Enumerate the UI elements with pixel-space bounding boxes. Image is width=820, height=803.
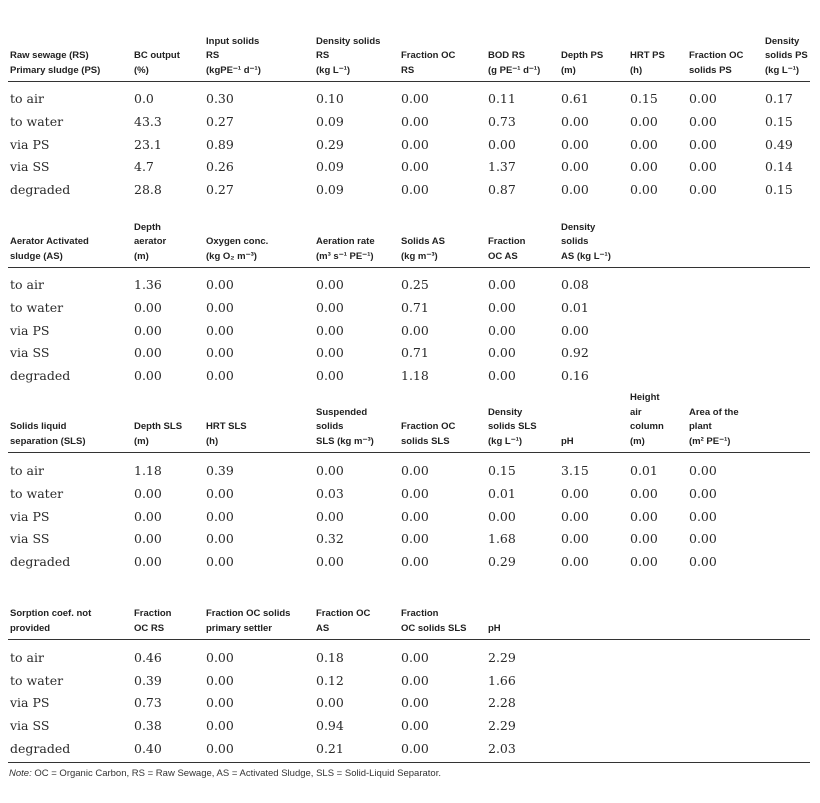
table-note bbox=[9, 768, 441, 779]
table-cell: 0.12 bbox=[316, 672, 344, 688]
table-cell: 0.39 bbox=[134, 672, 162, 688]
table-cell: 0.00 bbox=[401, 650, 429, 665]
table-cell: 0.00 bbox=[206, 695, 234, 711]
bottom-rule bbox=[8, 762, 810, 763]
table-cell: 0.00 bbox=[206, 718, 234, 734]
table-cell: 0.00 bbox=[316, 508, 344, 524]
column-header: Raw sewage (RS) Primary sludge (PS) bbox=[10, 50, 101, 76]
table-cell: 0.00 bbox=[561, 485, 589, 501]
table-cell: 0.01 bbox=[630, 463, 658, 478]
table-cell: 0.39 bbox=[206, 463, 234, 478]
row-label: degraded bbox=[10, 740, 71, 756]
table-cell: 0.71 bbox=[401, 345, 429, 361]
table-cell: 0.00 bbox=[401, 159, 429, 175]
row-label: degraded bbox=[10, 368, 71, 384]
table-cell: 0.00 bbox=[630, 485, 658, 501]
column-header: Depth PS (m) bbox=[561, 50, 604, 76]
column-header: Fraction OC RS bbox=[134, 608, 172, 634]
table-cell: 0.00 bbox=[689, 182, 717, 198]
table-cell: 0.14 bbox=[765, 159, 793, 175]
table-cell: 0.00 bbox=[134, 299, 162, 315]
table-cell: 0.71 bbox=[401, 299, 429, 315]
table-cell: 0.00 bbox=[561, 113, 589, 129]
column-header: Aerator Activated sludge (AS) bbox=[10, 236, 89, 262]
column-header: Suspended solids SLS (kg m⁻³) bbox=[316, 406, 374, 447]
table-cell: 0.32 bbox=[316, 531, 344, 547]
table-cell: 0.00 bbox=[401, 508, 429, 524]
table-cell: 0.00 bbox=[630, 159, 658, 175]
table-cell: 0.00 bbox=[689, 554, 717, 570]
table-cell: 0.00 bbox=[316, 695, 344, 711]
table-cell: 0.26 bbox=[206, 159, 234, 175]
column-header: Density solids AS (kg L⁻¹) bbox=[561, 221, 611, 262]
table-cell: 0.17 bbox=[765, 91, 793, 106]
column-header: Depth SLS (m) bbox=[134, 421, 183, 447]
table-cell: 0.00 bbox=[316, 345, 344, 361]
table-cell: 0.00 bbox=[206, 508, 234, 524]
table-cell: 0.00 bbox=[488, 508, 516, 524]
table-cell: 0.00 bbox=[689, 91, 717, 106]
table-cell: 4.7 bbox=[134, 159, 154, 175]
column-header: Solids liquid separation (SLS) bbox=[10, 421, 86, 447]
table-cell: 0.00 bbox=[561, 531, 589, 547]
table-cell: 0.00 bbox=[488, 277, 516, 292]
table-cell: 0.89 bbox=[206, 136, 234, 152]
table-cell: 0.46 bbox=[134, 650, 162, 665]
column-header: Density solids PS (kg L⁻¹) bbox=[765, 35, 808, 76]
column-header: Sorption coef. not provided bbox=[10, 608, 92, 634]
table-cell: 0.00 bbox=[401, 182, 429, 198]
column-header: BC output (%) bbox=[134, 50, 180, 76]
table-cell: 0.00 bbox=[561, 159, 589, 175]
table-cell: 0.09 bbox=[316, 182, 344, 198]
table-cell: 0.00 bbox=[689, 136, 717, 152]
table-cell: 0.00 bbox=[689, 531, 717, 547]
table-cell: 0.38 bbox=[134, 718, 162, 734]
table-cell: 0.29 bbox=[316, 136, 344, 152]
row-label: via PS bbox=[10, 136, 50, 152]
column-header: Input solids RS (kgPE⁻¹ d⁻¹) bbox=[206, 35, 261, 76]
column-header: Depth aerator (m) bbox=[134, 221, 167, 262]
table-cell: 23.1 bbox=[134, 136, 162, 152]
table-cell: 0.00 bbox=[630, 182, 658, 198]
table-cell: 0.00 bbox=[689, 508, 717, 524]
table-cell: 0.0 bbox=[134, 91, 154, 106]
table-cell: 0.18 bbox=[316, 650, 344, 665]
table-cell: 0.00 bbox=[134, 508, 162, 524]
column-header: pH bbox=[488, 622, 501, 634]
row-label: to water bbox=[10, 299, 64, 315]
header-rule bbox=[8, 81, 810, 82]
row-label: via PS bbox=[10, 322, 50, 338]
table-cell: 0.21 bbox=[316, 740, 344, 756]
table-cell: 0.00 bbox=[206, 672, 234, 688]
note-label: Note: bbox=[9, 768, 32, 779]
note-text: OC = Organic Carbon, RS = Raw Sewage, AS = Activated Sludge, SLS = Solid-Liquid Separator. bbox=[31, 768, 441, 779]
column-header: Density solids SLS (kg L⁻¹) bbox=[488, 406, 537, 447]
table-cell: 0.00 bbox=[401, 672, 429, 688]
table-cell: 0.08 bbox=[561, 277, 589, 292]
row-label: to air bbox=[10, 650, 44, 665]
column-header: HRT SLS (h) bbox=[206, 421, 247, 447]
table-cell: 0.00 bbox=[316, 277, 344, 292]
table-cell: 0.00 bbox=[134, 322, 162, 338]
header-rule bbox=[8, 267, 810, 268]
table-cell: 0.94 bbox=[316, 718, 344, 734]
table-cell: 0.11 bbox=[488, 91, 516, 106]
table-cell: 0.16 bbox=[561, 368, 589, 384]
row-label: to water bbox=[10, 485, 64, 501]
column-header: Fraction OC AS bbox=[316, 608, 371, 634]
table-cell: 0.00 bbox=[316, 554, 344, 570]
table-cell: 1.68 bbox=[488, 531, 516, 547]
column-header: Solids AS (kg m⁻³) bbox=[401, 236, 445, 262]
table-cell: 0.00 bbox=[134, 554, 162, 570]
table-cell: 0.10 bbox=[316, 91, 344, 106]
table-cell: 0.01 bbox=[488, 485, 516, 501]
table-cell: 0.00 bbox=[316, 463, 344, 478]
row-label: via PS bbox=[10, 508, 50, 524]
column-header: Fraction OC AS bbox=[488, 236, 526, 262]
row-label: via SS bbox=[10, 159, 50, 175]
table-cell: 0.00 bbox=[401, 740, 429, 756]
table-cell: 0.00 bbox=[401, 485, 429, 501]
table-cell: 0.00 bbox=[401, 718, 429, 734]
table-cell: 0.00 bbox=[488, 368, 516, 384]
table-cell: 28.8 bbox=[134, 182, 162, 198]
table-cell: 0.00 bbox=[316, 299, 344, 315]
table-cell: 0.00 bbox=[401, 531, 429, 547]
column-header: BOD RS (g PE⁻¹ d⁻¹) bbox=[488, 50, 541, 76]
table-cell: 0.09 bbox=[316, 113, 344, 129]
table-cell: 0.00 bbox=[401, 136, 429, 152]
table-cell: 2.28 bbox=[488, 695, 516, 711]
table-cell: 0.00 bbox=[316, 368, 344, 384]
table-cell: 2.29 bbox=[488, 718, 516, 734]
column-header: Fraction OC solids SLS bbox=[401, 421, 456, 447]
table-cell: 0.00 bbox=[401, 463, 429, 478]
table-cell: 0.00 bbox=[689, 485, 717, 501]
table-cell: 0.00 bbox=[561, 322, 589, 338]
column-header: Area of the plant (m² PE⁻¹) bbox=[689, 406, 739, 447]
table-cell: 0.00 bbox=[401, 554, 429, 570]
table-cell: 0.00 bbox=[316, 322, 344, 338]
table-cell: 0.40 bbox=[134, 740, 162, 756]
table-cell: 0.15 bbox=[630, 91, 658, 106]
table-cell: 0.00 bbox=[630, 508, 658, 524]
table-cell: 0.15 bbox=[488, 463, 516, 478]
table-cell: 0.03 bbox=[316, 485, 344, 501]
table-cell: 0.00 bbox=[401, 322, 429, 338]
table-cell: 2.03 bbox=[488, 740, 516, 756]
table-cell: 0.00 bbox=[206, 650, 234, 665]
table-cell: 0.01 bbox=[561, 299, 589, 315]
row-label: degraded bbox=[10, 554, 71, 570]
table-cell: 0.00 bbox=[561, 554, 589, 570]
table-cell: 0.29 bbox=[488, 554, 516, 570]
column-header: Aeration rate (m³ s⁻¹ PE⁻¹) bbox=[316, 236, 375, 262]
table-cell: 0.00 bbox=[134, 485, 162, 501]
table-cell: 3.15 bbox=[561, 463, 589, 478]
row-label: via SS bbox=[10, 531, 50, 547]
table-cell: 0.09 bbox=[316, 159, 344, 175]
table-cell: 0.00 bbox=[206, 368, 234, 384]
column-header: Fraction OC solids SLS bbox=[401, 608, 467, 634]
table-cell: 0.00 bbox=[630, 554, 658, 570]
table-cell: 0.00 bbox=[134, 345, 162, 361]
table-cell: 0.49 bbox=[765, 136, 793, 152]
table-cell: 0.00 bbox=[488, 299, 516, 315]
table-cell: 0.00 bbox=[206, 299, 234, 315]
table-cell: 0.27 bbox=[206, 182, 234, 198]
row-label: degraded bbox=[10, 182, 71, 198]
table-cell: 0.61 bbox=[561, 91, 589, 106]
row-label: to water bbox=[10, 672, 64, 688]
row-label: to air bbox=[10, 463, 44, 478]
table-cell: 0.00 bbox=[630, 136, 658, 152]
table-cell: 43.3 bbox=[134, 113, 162, 129]
table-cell: 0.27 bbox=[206, 113, 234, 129]
table-cell: 0.00 bbox=[630, 113, 658, 129]
table-cell: 0.00 bbox=[488, 345, 516, 361]
row-label: via PS bbox=[10, 695, 50, 711]
column-header: Fraction OC solids PS bbox=[689, 50, 744, 76]
column-header: Fraction OC RS bbox=[401, 50, 456, 76]
table-cell: 0.00 bbox=[206, 277, 234, 292]
table-cell: 0.00 bbox=[134, 368, 162, 384]
column-header: Density solids RS (kg L⁻¹) bbox=[316, 35, 381, 76]
table-cell: 0.00 bbox=[134, 531, 162, 547]
table-cell: 0.00 bbox=[206, 345, 234, 361]
table-cell: 0.00 bbox=[401, 91, 429, 106]
table-cell: 1.18 bbox=[134, 463, 162, 478]
table-cell: 0.00 bbox=[630, 531, 658, 547]
table-cell: 0.00 bbox=[689, 159, 717, 175]
table-cell: 2.29 bbox=[488, 650, 516, 665]
table-cell: 0.00 bbox=[206, 485, 234, 501]
table-cell: 0.00 bbox=[401, 113, 429, 129]
column-header: pH bbox=[561, 435, 574, 447]
row-label: via SS bbox=[10, 718, 50, 734]
column-header: HRT PS (h) bbox=[630, 50, 665, 76]
table-cell: 0.00 bbox=[206, 740, 234, 756]
table-cell: 0.73 bbox=[488, 113, 516, 129]
table-cell: 0.00 bbox=[488, 136, 516, 152]
table-cell: 1.36 bbox=[134, 277, 162, 292]
table-cell: 0.25 bbox=[401, 277, 429, 292]
table-cell: 0.15 bbox=[765, 113, 793, 129]
row-label: to water bbox=[10, 113, 64, 129]
row-label: to air bbox=[10, 277, 44, 292]
table-cell: 0.00 bbox=[561, 136, 589, 152]
table-cell: 0.00 bbox=[689, 113, 717, 129]
table-cell: 0.00 bbox=[689, 463, 717, 478]
table-cell: 1.18 bbox=[401, 368, 429, 384]
table-cell: 0.00 bbox=[206, 554, 234, 570]
table-cell: 0.87 bbox=[488, 182, 516, 198]
table-cell: 0.00 bbox=[488, 322, 516, 338]
table-cell: 0.00 bbox=[561, 508, 589, 524]
table-cell: 0.00 bbox=[561, 182, 589, 198]
row-label: to air bbox=[10, 91, 44, 106]
column-header: Height air column (m) bbox=[630, 392, 664, 447]
row-label: via SS bbox=[10, 345, 50, 361]
table-cell: 1.37 bbox=[488, 159, 516, 175]
table-cell: 0.92 bbox=[561, 345, 589, 361]
table-cell: 0.00 bbox=[401, 695, 429, 711]
table-cell: 0.30 bbox=[206, 91, 234, 106]
header-rule bbox=[8, 452, 810, 453]
column-header: Fraction OC solids primary settler bbox=[206, 608, 291, 634]
table-cell: 0.15 bbox=[765, 182, 793, 198]
column-header: Oxygen conc. (kg O₂ m⁻³) bbox=[206, 236, 269, 262]
table-cell: 1.66 bbox=[488, 672, 516, 688]
table-cell: 0.00 bbox=[206, 322, 234, 338]
table-cell: 0.73 bbox=[134, 695, 162, 711]
header-rule bbox=[8, 639, 810, 640]
table-cell: 0.00 bbox=[206, 531, 234, 547]
